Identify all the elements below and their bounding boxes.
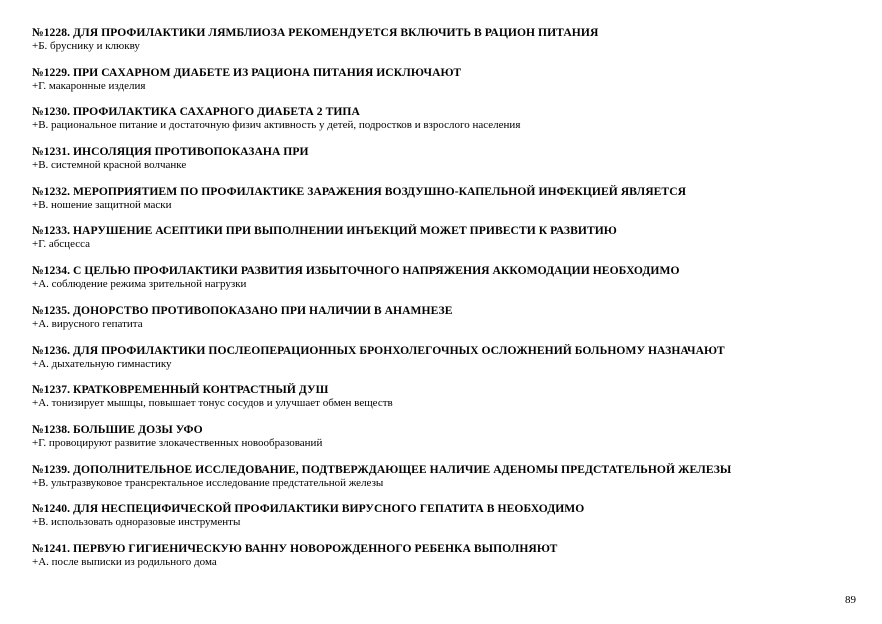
question-item — [32, 304, 862, 344]
page-number: 89 — [845, 594, 856, 606]
answer-text: +В. ультразвуковое трансректальное исследование предстательной железы — [32, 476, 384, 489]
answer-text: +А. тонизирует мышцы, повышает тонус сосудов и улучшает обмен веществ — [32, 397, 393, 410]
question-text: №1238. БОЛЬШИЕ ДОЗЫ УФО — [32, 422, 203, 436]
question-text: №1229. ПРИ САХАРНОМ ДИАБЕТЕ ИЗ РАЦИОНА ПИТАНИЯ ИСКЛЮЧАЮТ — [32, 65, 462, 79]
question-text: №1240. ДЛЯ НЕСПЕЦИФИЧЕСКОЙ ПРОФИЛАКТИКИ ВИРУСНОГО ГЕПАТИТА В НЕОБХОДИМО — [32, 502, 585, 516]
question-item — [32, 264, 862, 304]
answer-text: +Б. бруснику и клюкву — [32, 40, 140, 52]
answer-text: +А. после выписки из родильного дома — [32, 555, 217, 568]
question-text: №1235. ДОНОРСТВО ПРОТИВОПОКАЗАНО ПРИ НАЛИЧИИ В АНАМНЕЗЕ — [32, 303, 453, 317]
answer-text: +В. использовать одноразовые инструменты — [32, 516, 241, 529]
question-item — [32, 463, 862, 503]
question-item — [32, 145, 862, 185]
answer-text: +А. дыхательную гимнастику — [32, 357, 172, 370]
answer-text: +Г. провоцируют развитие злокачественных новообразований — [32, 436, 323, 449]
question-text: №1237. КРАТКОВРЕМЕННЫЙ КОНТРАСТНЫЙ ДУШ — [32, 383, 329, 397]
answer-text: +А. соблюдение режима зрительной нагрузки — [32, 278, 247, 291]
question-text: №1241. ПЕРВУЮ ГИГИЕНИЧЕСКУЮ ВАННУ НОВОРОЖДЕННОГО РЕБЕНКА ВЫПОЛНЯЮТ — [32, 541, 558, 555]
answer-text: +Г. макаронные изделия — [32, 79, 146, 92]
question-item — [32, 185, 862, 225]
answer-text: +В. ношение защитной маски — [32, 198, 172, 211]
question-item — [32, 224, 862, 264]
question-text: №1239. ДОПОЛНИТЕЛЬНОЕ ИССЛЕДОВАНИЕ, ПОДТВЕРЖДАЮЩЕЕ НАЛИЧИЕ АДЕНОМЫ ПРЕДСТАТЕЛЬНОЙ ЖЕЛЕЗЫ — [32, 462, 732, 476]
answer-text: +Г. абсцесса — [32, 238, 91, 251]
question-text: №1236. ДЛЯ ПРОФИЛАКТИКИ ПОСЛЕОПЕРАЦИОННЫХ БРОНХОЛЕГОЧНЫХ ОСЛОЖНЕНИЙ БОЛЬНОМУ НАЗНАЧАЮТ — [32, 343, 725, 357]
question-text: №1231. ИНСОЛЯЦИЯ ПРОТИВОПОКАЗАНА ПРИ — [32, 145, 309, 159]
question-item — [32, 105, 862, 145]
question-item — [32, 344, 862, 384]
question-item — [32, 423, 862, 463]
question-item — [32, 383, 862, 423]
question-item — [32, 26, 862, 66]
question-item — [32, 502, 862, 542]
question-list — [32, 26, 862, 582]
question-text: №1233. НАРУШЕНИЕ АСЕПТИКИ ПРИ ВЫПОЛНЕНИИ ИНЪЕКЦИЙ МОЖЕТ ПРИВЕСТИ К РАЗВИТИЮ — [32, 224, 617, 238]
question-text: №1232. МЕРОПРИЯТИЕМ ПО ПРОФИЛАКТИКЕ ЗАРАЖЕНИЯ ВОЗДУШНО-КАПЕЛЬНОЙ ИНФЕКЦИЕЙ ЯВЛЯЕТСЯ — [32, 184, 687, 198]
answer-text: +В. рациональное питание и достаточную физич активность у детей, подростков и взрослого населения — [32, 119, 521, 132]
question-item — [32, 66, 862, 106]
question-item — [32, 542, 862, 582]
question-text: №1228. ДЛЯ ПРОФИЛАКТИКИ ЛЯМБЛИОЗА РЕКОМЕНДУЕТСЯ ВКЛЮЧИТЬ В РАЦИОН ПИТАНИЯ — [32, 26, 599, 39]
answer-text: +А. вирусного гепатита — [32, 317, 143, 330]
question-text: №1230. ПРОФИЛАКТИКА САХАРНОГО ДИАБЕТА 2 ТИПА — [32, 105, 360, 119]
answer-text: +В. системной красной волчанке — [32, 159, 187, 172]
question-text: №1234. С ЦЕЛЬЮ ПРОФИЛАКТИКИ РАЗВИТИЯ ИЗБЫТОЧНОГО НАПРЯЖЕНИЯ АККОМОДАЦИИ НЕОБХОДИМО — [32, 264, 680, 278]
